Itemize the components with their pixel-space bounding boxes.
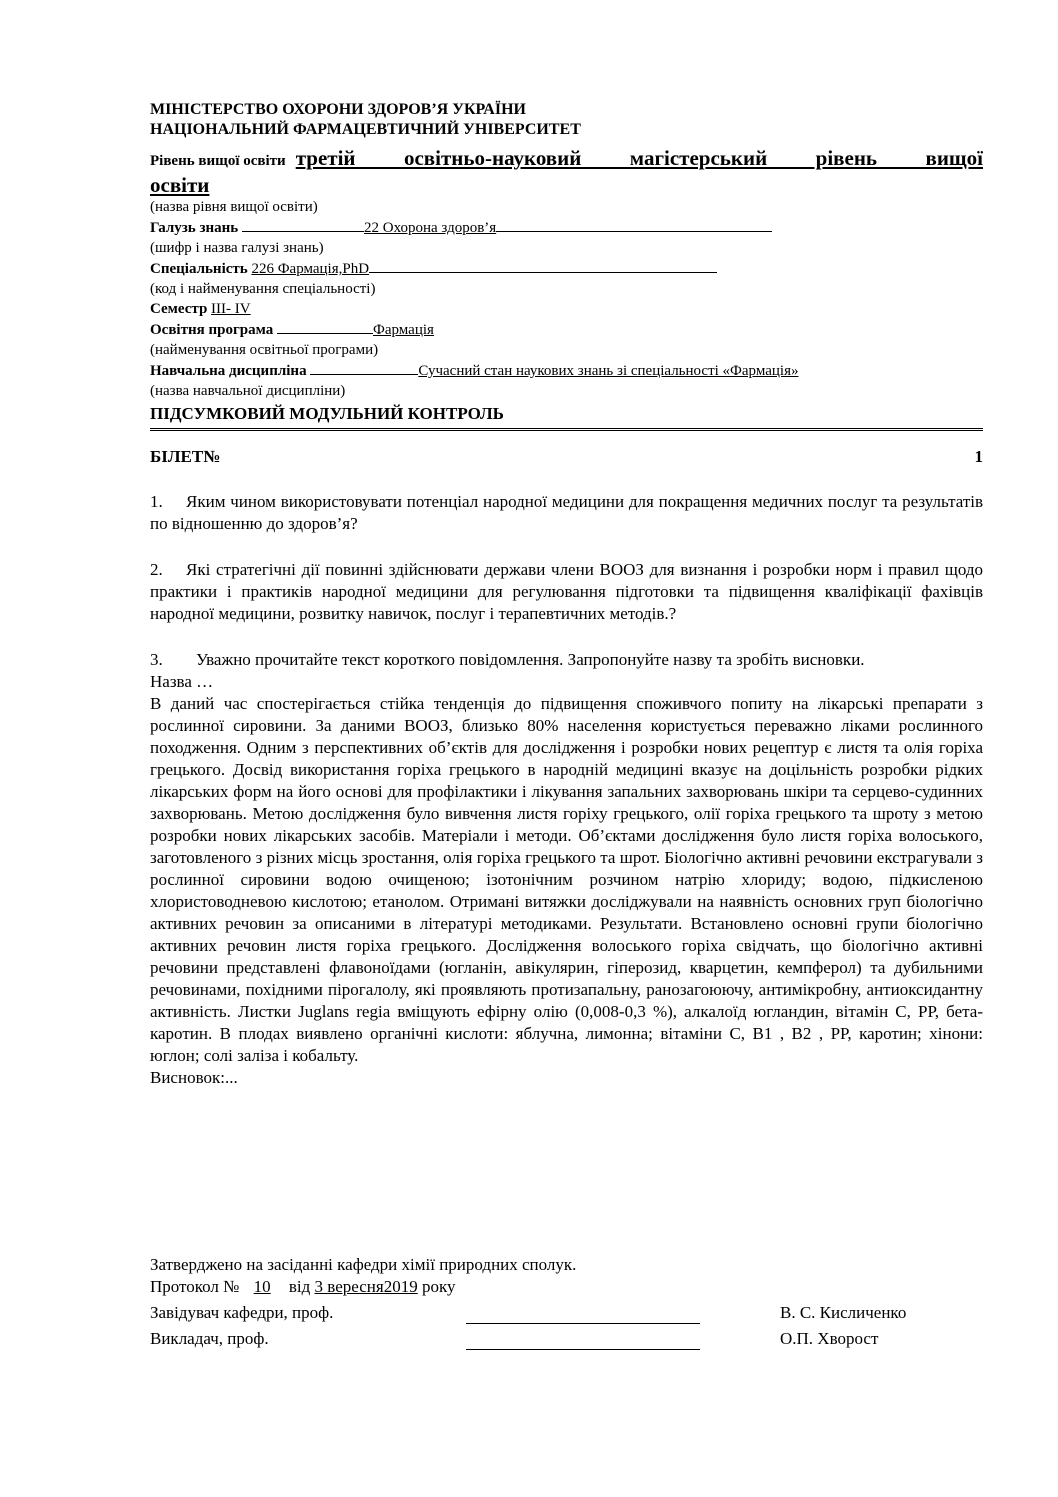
ticket-row: [150, 447, 983, 467]
field-fill-line-2: [496, 217, 772, 232]
program-value: Фармація: [372, 322, 434, 338]
question-1: [150, 491, 983, 535]
question-3-text: Уважно прочитайте текст короткого повідомлення. Запропонуйте назву та зробіть висновки.: [196, 650, 865, 669]
discipline-hint: (назва навчальної дисципліни): [150, 383, 346, 399]
head-role: Завідувач кафедри, проф.: [150, 1303, 334, 1322]
specialty-fill-line: [369, 258, 717, 273]
teacher-signature-row: [150, 1324, 930, 1350]
approval-footer: [150, 1254, 930, 1350]
field-value: 22 Охорона здоров’я: [363, 220, 497, 236]
ministry-name: МІНІСТЕРСТВО ОХОРОНИ ЗДОРОВ’Я УКРАЇНИ: [150, 101, 526, 118]
semester-row: [150, 299, 983, 319]
discipline-value: Сучасний стан наукових знань зі спеціальності «Фармація»: [418, 363, 799, 379]
head-signature-row: [150, 1298, 930, 1324]
program-row: [150, 319, 983, 340]
field-of-knowledge-row: [150, 217, 983, 238]
question-2-number: 2.: [150, 560, 163, 579]
task-conclusion-line: Висновок:...: [150, 1068, 238, 1087]
field-hint: (шифр і назва галузі знань): [150, 240, 324, 256]
task-body: В даний час спостерігається стійка тенденція до підвищення споживчого попиту на лікарські препарати з рослинної сировини. За даними ВООЗ, близько 80% населення користується переважно ліками рослинного походження. Одним з перспективних об’єктів для дослідження і розробки нових рецептур є листя та олія горіха грецького. Досвід використання горіха грецького в народній медицині вказує на доцільність розробки рідких лікарських форм на його основі для профілактики і лікування запальних захворювань шкіри та серцево-судинних захворювань. Метою дослідження було вивчення листя горіху грецького, олії горіха грецького та шроту з метою розробки нових лікарських засобів. Матеріали і методи. Об’єктами дослідження було листя горіха волоського, заготовленого з різних місць зростання, олія горіха грецького та шрот. Біологічно активні речовини екстрагували з рослинної сировини водою очищеною; ізотонічним розчином натрію хлориду; водою, підкисленою хлористоводневою кислотою; етанолом. Отримані витяжки досліджували на наявність основних груп біологічно активних речовин за описаними в літературі методиками. Результати. Встановлено основні групи біологічно активних речовин листя горіха грецького. Дослідження волоського горіха свідчать, що біологічно активні речовини представлені флавоноїдами (югланін, авікулярин, гіперозид, кварцетин, кемпферол) та дубильними речовинами, похідними пірогалолу, які проявляють протизапальну, ранозагоюючу, антимікробну, антиоксидантну активність. Листки Juglans regia вміщують ефірну олію (0,008-0,3 %), алкалоїд югландин, вітамін С, РР, бета-каротин. В плодах виявлено органічні кислоти: яблучна, лимонна; вітаміни С, В1 , В2 , РР, каротин; хінони: юглон; солі заліза і кобальту.: [150, 694, 983, 1065]
teacher-signature-line: [466, 1331, 700, 1350]
ticket-label: БІЛЕТ№: [150, 447, 221, 466]
document-page: [150, 100, 983, 1089]
ticket-number: 1: [974, 447, 983, 466]
specialty-value: 226 Фармація,PhD: [251, 261, 370, 277]
specialty-hint: (код і найменування спеціальності): [150, 281, 376, 297]
protocol-number: 10: [253, 1277, 271, 1296]
protocol-prefix: Протокол №: [150, 1277, 240, 1296]
education-level-value-cont: освіти: [150, 173, 210, 197]
teacher-role: Викладач, проф.: [150, 1329, 269, 1348]
approval-text: Затверджено на засіданні кафедри хімії природних сполук.: [150, 1255, 577, 1274]
specialty-label: Спеціальність: [150, 261, 248, 277]
university-name: НАЦІОНАЛЬНИЙ ФАРМАЦЕВТИЧНИЙ УНІВЕРСИТЕТ: [150, 121, 581, 138]
education-level-label: Рівень вищої освіти: [150, 153, 286, 169]
task-name-line: Назва …: [150, 672, 214, 691]
program-fill-line: [277, 319, 373, 334]
education-level-value: третій освітньо-науковий магістерський рівень вищої: [295, 146, 983, 170]
question-3: [150, 649, 983, 671]
question-1-text: Яким чином використовувати потенціал народної медицини для покращення медичних послуг та результатів по відношенню до здоров’я?: [150, 492, 983, 533]
field-fill-line: [242, 217, 364, 232]
education-level-hint: (назва рівня вищої освіти): [150, 199, 318, 215]
discipline-row: [150, 360, 983, 381]
semester-label: Семестр: [150, 301, 208, 317]
protocol-from: від: [288, 1277, 311, 1296]
program-hint: (найменування освітньої програми): [150, 342, 379, 358]
semester-value: ІІІ- IV: [211, 301, 251, 317]
protocol-line: [150, 1276, 930, 1298]
discipline-label: Навчальна дисципліна: [150, 363, 307, 379]
program-label: Освітня програма: [150, 322, 274, 338]
specialty-row: [150, 258, 983, 279]
protocol-suffix: року: [421, 1277, 456, 1296]
discipline-fill-line: [310, 360, 418, 375]
head-signature-line: [466, 1305, 700, 1324]
question-2-text: Які стратегічні дії повинні здійснювати держави члени ВООЗ для визнання і розробки норм і правил щодо практики і практиків народної медицини для регулювання підготовки та підвищення кваліфікації фахівців народної медицини, розвитку навичок, послуг і терапевтичних методів.?: [150, 560, 983, 623]
document-title: ПІДСУМКОВИЙ МОДУЛЬНИЙ КОНТРОЛЬ: [150, 403, 983, 431]
head-name: В. С. Кисличенко: [780, 1303, 907, 1322]
protocol-date: 3 вересня2019: [314, 1277, 418, 1296]
question-3-number: 3.: [150, 650, 163, 669]
question-2: [150, 559, 983, 625]
teacher-name: О.П. Хворост: [780, 1329, 879, 1348]
question-1-number: 1.: [150, 492, 163, 511]
field-label: Галузь знань: [150, 220, 239, 236]
education-level-row: [150, 146, 983, 173]
